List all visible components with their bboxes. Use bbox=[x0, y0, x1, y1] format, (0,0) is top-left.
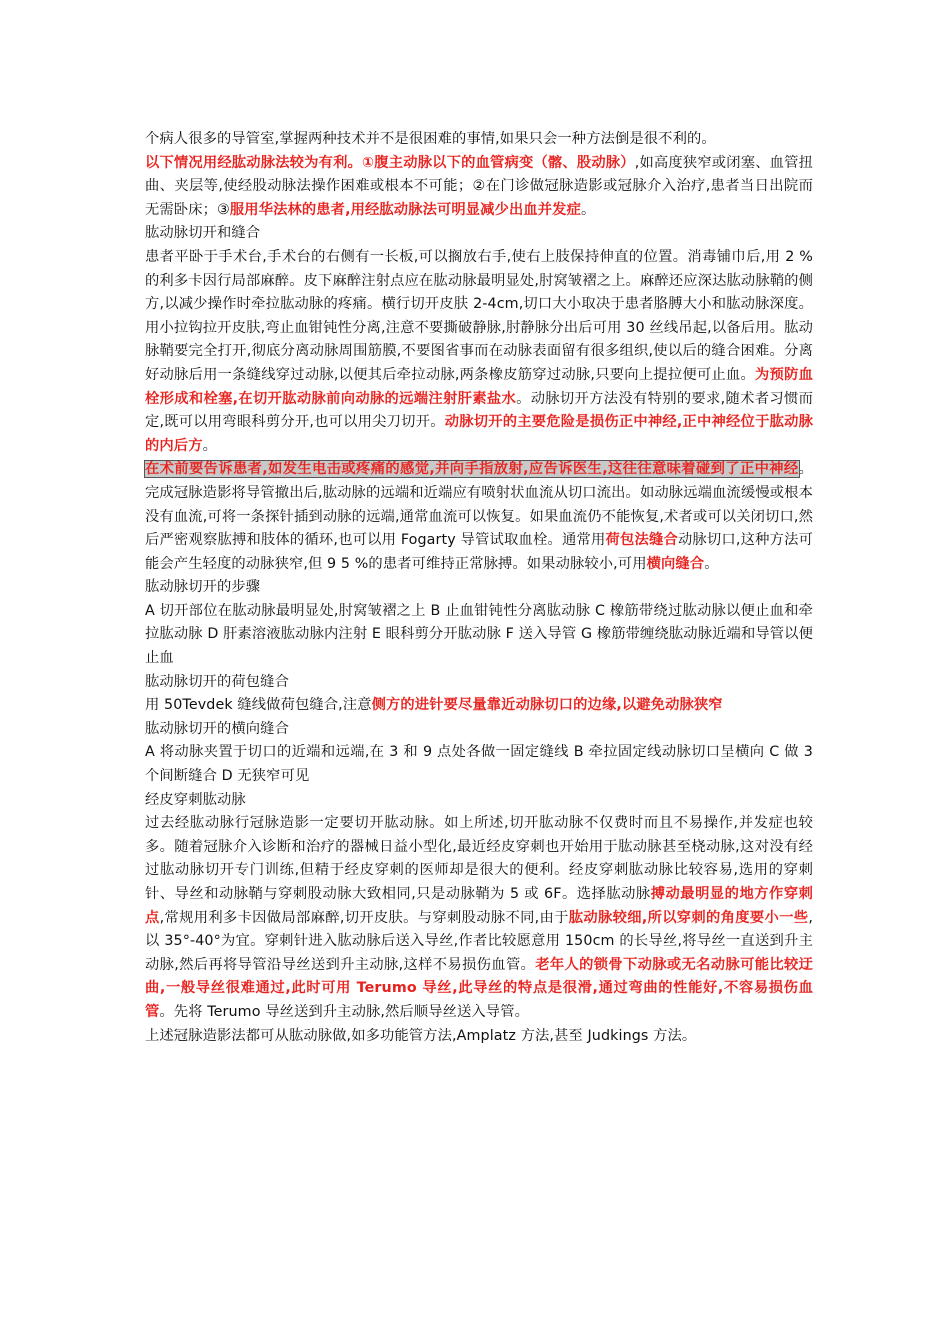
body-text: 。 bbox=[704, 555, 719, 572]
paragraph bbox=[145, 741, 813, 788]
highlighted-text: 服用华法林的患者,用经肱动脉法可明显减少出血并发症 bbox=[229, 201, 581, 218]
highlighted-text: 为预防血栓形成和栓塞,在切开肱动脉前向动脉的远端注射肝素盐水 bbox=[145, 366, 813, 407]
body-text: 。先将 Terumo 导丝送到升主动脉,然后顺导丝送入导管。 bbox=[159, 1003, 529, 1020]
paragraph bbox=[145, 152, 813, 223]
paragraph bbox=[145, 812, 813, 1024]
highlighted-text: 横向缝合 bbox=[646, 555, 705, 572]
highlighted-text: 动脉切开的主要危险是损伤正中神经,正中神经位于肱动脉的内后方 bbox=[145, 414, 813, 454]
highlighted-text: 老年人的锁骨下动脉或无名动脉可能比较迂曲,一般导丝很难通过,此时可用 Terumo 导丝,此导丝的特点是很滑,通过弯曲的性能好,不容易损伤血管 bbox=[145, 956, 814, 1020]
body-text: 肱动脉切开的步骤 bbox=[145, 579, 261, 596]
paragraph bbox=[145, 1025, 813, 1049]
body-text: 。完成冠脉造影将导管撤出后,肱动脉的远端和近端应有喷射状血流从切口流出。如动脉远端血流缓慢或根本没有血流,可将一条探针插到动脉的远端,通常血流可以恢复。如果血流仍不能恢复,术者或可以关闭切口,然后严密观察肱搏和肢体的循环,也可以用 Fogarty 导管试取血栓。通常用 bbox=[145, 461, 813, 549]
body-text: 。 bbox=[580, 201, 596, 218]
body-text: 动脉切口,这种方法可能会产生轻度的动脉狭窄,但 9 5 %的患者可维持正常脉搏。如果动脉较小,可用 bbox=[145, 532, 814, 572]
body-text: ,以 35°-40°为宜。穿刺针进入肱动脉后送入导丝,作者比较愿意用 150cm 的长导丝,将导丝一直送到升主动脉,然后再将导管沿导丝送到升主动脉,这样不易损伤血管。 bbox=[145, 909, 813, 973]
paragraph bbox=[145, 671, 813, 695]
body-text: 用 50Tevdek 缝线做荷包缝合,注意 bbox=[145, 697, 372, 714]
paragraph bbox=[145, 458, 813, 576]
body-text: 肱动脉切开的荷包缝合 bbox=[145, 673, 289, 690]
body-text: 患者平卧于手术台,手术台的右侧有一长板,可以搁放右手,使右上肢保持伸直的位置。消毒铺巾后,用 2 %的利多卡因行局部麻醉。皮下麻醉注射点应在肱动脉最明显处,肘窝皱褶之上。麻醉还应深达肱动脉鞘的侧方,以减少操作时牵拉肱动脉的疼痛。横行切开皮肤 2-4cm,切口大小取决于患者胳膊大小和肱动脉深度。用小拉钩拉开皮肤,弯止血钳钝性分离,注意不要撕破静脉,肘静脉分出后可用 30 丝线吊起,以备后用。肱动脉鞘要完全打开,彻底分离动脉周围筋膜,不要图省事而在动脉表面留有很多组织,使以后的缝合困难。分离好动脉后用一条缝线穿过动脉,以便其后牵拉动脉,两条橡皮筋穿过动脉,只要向上提拉便可止血。 bbox=[145, 248, 813, 383]
body-text: ,如高度狭窄或闭塞、血管扭曲、夹层等,使经股动脉法操作困难或根本不可能；②在门诊做冠脉造影或冠脉介入治疗,患者当日出院而无需卧床；③ bbox=[145, 154, 813, 218]
paragraph bbox=[145, 718, 813, 742]
highlighted-text: 荷包法缝合 bbox=[605, 532, 678, 549]
paragraph bbox=[145, 246, 813, 458]
body-text: 肱动脉切开和缝合 bbox=[145, 225, 261, 242]
body-text: A 切开部位在肱动脉最明显处,肘窝皱褶之上 B 止血钳钝性分离肱动脉 C 橡筋带绕过肱动脉以便止血和牵拉肱动脉 D 肝素溶液肱动脉内注射 E 眼科剪分开肱动脉 F 送入导管 G 橡筋带缠绕肱动脉近端和导管以便止血 bbox=[145, 602, 813, 667]
highlighted-text: 以下情况用经肱动脉法较为有利。①腹主动脉以下的血管病变（髂、股动脉） bbox=[145, 154, 635, 171]
body-text: 过去经肱动脉行冠脉造影一定要切开肱动脉。如上所述,切开肱动脉不仅费时而且不易操作,并发症也较多。随着冠脉介入诊断和治疗的器械日益小型化,最近经皮穿刺也开始用于肱动脉甚至桡动脉,这对没有经过肱动脉切开专门训练,但精于经皮穿刺的医师却是很大的便利。经皮穿刺肱动脉比较容易,选用的穿刺针、导丝和动脉鞘与穿刺股动脉大致相同,只是动脉鞘为 5 或 6F。选择肱动脉 bbox=[145, 815, 813, 902]
document-page bbox=[145, 128, 813, 1048]
body-text: 经皮穿刺肱动脉 bbox=[145, 791, 246, 808]
highlighted-text: 搏动最明显的地方作穿刺点 bbox=[145, 886, 814, 926]
paragraph bbox=[145, 576, 813, 600]
paragraph bbox=[145, 222, 813, 246]
body-text: 。动脉切开方法没有特别的要求,随术者习惯而定,既可以用弯眼科剪分开,也可以用尖刀切开。 bbox=[145, 390, 813, 431]
body-text: A 将动脉夹置于切口的近端和远端,在 3 和 9 点处各做一固定缝线 B 牵拉固定线动脉切口呈横向 C 做 3 个间断缝合 D 无狭窄可见 bbox=[145, 744, 813, 785]
paragraph bbox=[145, 694, 813, 718]
body-text: 肱动脉切开的横向缝合 bbox=[145, 720, 289, 737]
paragraph bbox=[145, 600, 813, 671]
highlighted-text: 侧方的进针要尽量靠近动脉切口的边缘,以避免动脉狭窄 bbox=[371, 697, 723, 714]
body-text: 个病人很多的导管室,掌握两种技术并不是很困难的事情,如果只会一种方法倒是很不利的。 bbox=[145, 131, 716, 147]
body-text: 。 bbox=[202, 437, 217, 454]
body-text: ,常规用利多卡因做局部麻醉,切开皮肤。与穿刺股动脉不同,由于 bbox=[159, 909, 569, 926]
paragraph bbox=[145, 789, 813, 813]
boxed-highlighted-text: 在术前要告诉患者,如发生电击或疼痛的感觉,并向手指放射,应告诉医生,这往往意味着碰到了正中神经 bbox=[145, 461, 799, 478]
paragraph bbox=[145, 128, 813, 152]
body-text: 上述冠脉造影法都可从肱动脉做,如多功能管方法,Amplatz 方法,甚至 Judkings 方法。 bbox=[145, 1027, 697, 1044]
highlighted-text: 肱动脉较细,所以穿刺的角度要小一些 bbox=[568, 909, 809, 926]
